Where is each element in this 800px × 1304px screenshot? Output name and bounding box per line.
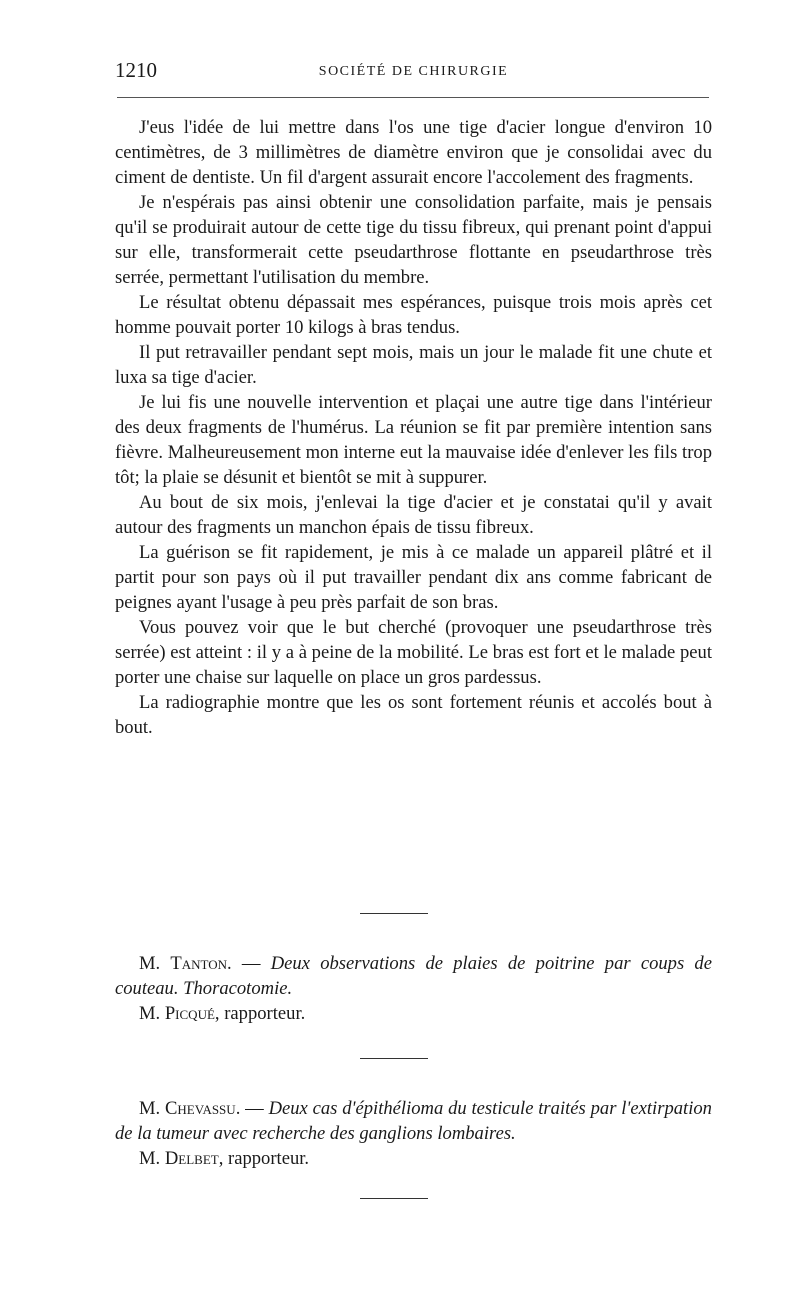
reporter-prefix: M. <box>139 1003 165 1024</box>
page-number: 1210 <box>115 58 157 82</box>
communication-entry <box>115 951 712 1026</box>
section-separator <box>360 1058 428 1059</box>
running-head: SOCIÉTÉ DE CHIRURGIE <box>318 64 509 79</box>
paragraph: Je n'espérais pas ainsi obtenir une consolidation parfaite, mais je pensais qu'il se produirait autour de cette tige du tissu fibreux, qui prenant point d'appui sur elle, transformerait cette pseudarthrose flottante en pseudarthrose très serrée, permettant l'utilisation du membre. <box>115 192 712 288</box>
body-text <box>115 115 712 740</box>
paragraph: La guérison se fit rapidement, je mis à ce malade un appareil plâtré et il partit pour son pays où il put travailler pendant dix ans comme fabricant de peignes ayant l'usage à peu près parfait de son bras. <box>115 542 712 613</box>
entry-author: Chevassu <box>165 1098 236 1119</box>
reporter-prefix: M. <box>139 1148 165 1169</box>
paragraph: Au bout de six mois, j'enlevai la tige d'acier et je constatai qu'il y avait autour des fragments un manchon épais de tissu fibreux. <box>115 492 712 538</box>
paragraph: Le résultat obtenu dépassait mes espérances, puisque trois mois après cet homme pouvait porter 10 kilogs à bras tendus. <box>115 292 712 338</box>
entry-title: Deux cas d'épithélioma du testicule traités par l'extirpation de la tumeur avec recherche des ganglions lombaires. <box>115 1098 712 1144</box>
section-separator <box>360 913 428 914</box>
page-header <box>115 58 712 92</box>
communication-entry <box>115 1096 712 1171</box>
paragraph: La radiographie montre que les os sont fortement réunis et accolés bout à bout. <box>115 692 712 738</box>
paragraph: Vous pouvez voir que le but cherché (provoquer une pseudarthrose très serrée) est atteint : il y a à peine de la mobilité. Le bras est fort et le malade peut porter une chaise sur laquelle on place un gros pardessus. <box>115 617 712 688</box>
entry-title-line <box>115 1096 712 1146</box>
paragraph: J'eus l'idée de lui mettre dans l'os une tige d'acier longue d'environ 10 centimètres, de 3 millimètres de diamètre environ que je consolidai avec du ciment de dentiste. Un fil d'argent assurait encore l'accolement des fragments. <box>115 117 712 188</box>
entry-author: Tanton <box>170 953 228 974</box>
reporter-suffix: , rapporteur. <box>214 1003 306 1024</box>
entry-title-line <box>115 951 712 1001</box>
reporter-suffix: , rapporteur. <box>218 1148 310 1169</box>
section-separator <box>360 1198 428 1199</box>
entry-prefix: M. <box>139 1098 165 1119</box>
entry-prefix: M. <box>139 953 171 974</box>
reporter-name: Delbet <box>164 1148 219 1169</box>
entry-dash: . — <box>235 1098 269 1119</box>
header-rule <box>117 97 709 98</box>
entry-reporter-line <box>115 1001 712 1026</box>
entry-title: Deux observations de plaies de poitrine par coups de couteau. Thoracotomie. <box>115 953 712 999</box>
entry-dash: . — <box>227 953 271 974</box>
paragraph: Je lui fis une nouvelle intervention et plaçai une autre tige dans l'intérieur des deux fragments de l'humérus. La réunion se fit par première intention sans fièvre. Malheureusement mon interne eut la mauvaise idée d'enlever les fils trop tôt; la plaie se désunit et bientôt se mit à suppurer. <box>115 392 712 488</box>
paragraph: Il put retravailler pendant sept mois, mais un jour le malade fit une chute et luxa sa tige d'acier. <box>115 342 712 388</box>
reporter-name: Picqué <box>164 1003 215 1024</box>
entry-reporter-line <box>115 1146 712 1171</box>
